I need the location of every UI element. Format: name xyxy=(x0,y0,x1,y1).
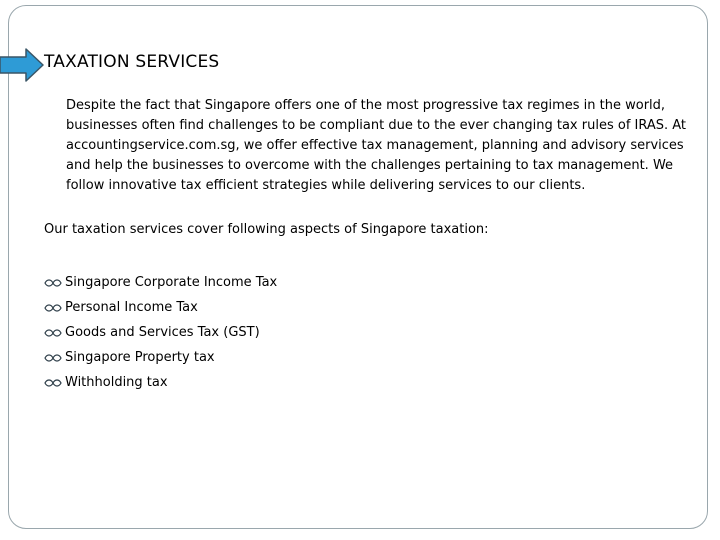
service-label: Personal Income Tax xyxy=(65,300,198,315)
intro-line: follow innovative tax efficient strategies while delivering services to our clients. xyxy=(66,178,586,193)
double-loop-bullet-icon xyxy=(44,278,62,288)
intro-paragraph xyxy=(66,96,706,196)
list-item xyxy=(44,295,277,320)
list-item xyxy=(44,320,277,345)
service-label: Goods and Services Tax (GST) xyxy=(65,325,260,340)
service-label: Singapore Corporate Income Tax xyxy=(65,275,278,290)
list-item xyxy=(44,270,277,295)
slide-frame xyxy=(8,5,708,529)
intro-line: businesses often find challenges to be compliant due to the ever changing tax rules of IRAS. At xyxy=(66,118,687,133)
coverage-heading: Our taxation services cover following aspects of Singapore taxation: xyxy=(44,222,489,237)
list-item xyxy=(44,345,277,370)
double-loop-bullet-icon xyxy=(44,353,62,363)
double-loop-bullet-icon xyxy=(44,328,62,338)
arrow-right-icon xyxy=(0,48,44,82)
intro-line: accountingservice.com.sg, we offer effective tax management, planning and advisory services xyxy=(66,138,684,153)
intro-line: Despite the fact that Singapore offers one of the most progressive tax regimes in the world, xyxy=(66,98,666,113)
double-loop-bullet-icon xyxy=(44,303,62,313)
intro-line: and help the businesses to overcome with the challenges pertaining to tax management. We xyxy=(66,158,674,173)
services-list xyxy=(44,270,277,395)
double-loop-bullet-icon xyxy=(44,378,62,388)
service-label: Withholding tax xyxy=(65,375,168,390)
service-label: Singapore Property tax xyxy=(65,350,215,365)
slide-title: TAXATION SERVICES xyxy=(44,52,220,72)
list-item xyxy=(44,370,277,395)
